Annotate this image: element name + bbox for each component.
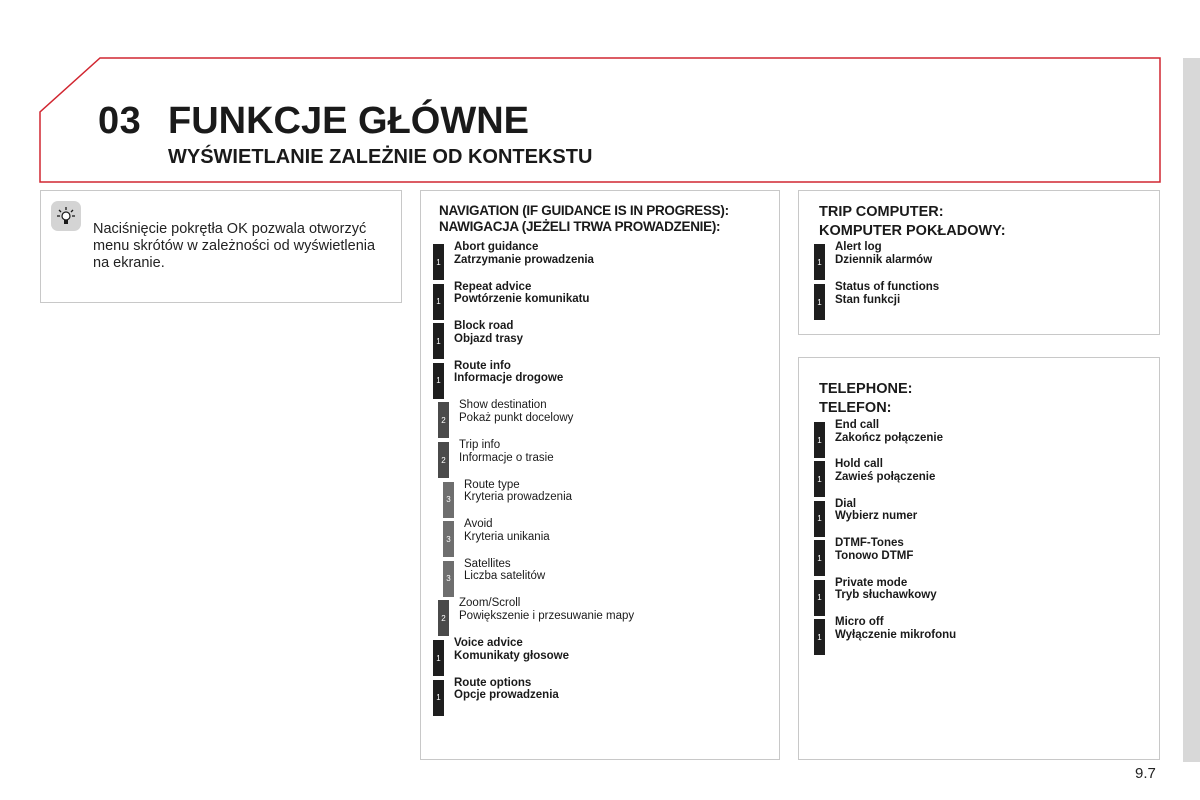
- telephone-heading-en: TELEPHONE:: [819, 381, 913, 397]
- menu-level-badge: 3: [443, 482, 454, 518]
- menu-item-label-en: Repeat advice: [454, 280, 532, 293]
- menu-item-text: [835, 241, 932, 266]
- menu-item-label-en: Zoom/Scroll: [459, 597, 521, 610]
- menu-item-label-en: Show destination: [459, 399, 547, 412]
- menu-level-badge: 1: [433, 284, 444, 320]
- menu-item-text: [464, 558, 545, 583]
- menu-item-label-pl: Zakończ połączenie: [835, 431, 944, 444]
- menu-item-text: [454, 320, 523, 345]
- trip-computer-heading-pl: KOMPUTER POKŁADOWY:: [819, 223, 1006, 239]
- menu-item-text: [454, 360, 563, 385]
- telephone-panel: [798, 357, 1160, 760]
- menu-item-text: [464, 479, 572, 504]
- menu-item-label-en: Micro off: [835, 616, 884, 628]
- menu-item-label-en: Route type: [464, 478, 520, 491]
- menu-item-text: [459, 597, 634, 622]
- tip-text: Naciśnięcie pokrętła OK pozwala otworzyć menu skrótów w zależności od wyświetlenia na ekranie.: [93, 221, 376, 271]
- chapter-header: [0, 0, 1200, 200]
- menu-level-badge: 2: [438, 600, 449, 636]
- trip-computer-heading: [819, 203, 1006, 241]
- menu-item-label-pl: Komunikaty głosowe: [454, 649, 570, 662]
- menu-item-text: [835, 458, 935, 483]
- menu-item-label-en: Route info: [454, 359, 511, 372]
- menu-item-text: [459, 439, 554, 464]
- page-edge-tab: [1183, 58, 1200, 762]
- menu-level-badge: 1: [433, 244, 444, 280]
- menu-item-label-pl: Stan funkcji: [835, 293, 901, 306]
- menu-level-badge: 1: [814, 501, 825, 537]
- menu-item-label-pl: Wybierz numer: [835, 510, 918, 523]
- menu-item-label-pl: Informacje drogowe: [454, 372, 564, 385]
- menu-item-text: [454, 241, 594, 266]
- telephone-heading-pl: TELEFON:: [819, 400, 892, 416]
- menu-item-label-pl: Informacje o trasie: [459, 451, 554, 464]
- menu-item-label-pl: Powiększenie i przesuwanie mapy: [459, 609, 635, 622]
- menu-item-label-en: Route options: [454, 676, 532, 689]
- navigation-heading-pl: NAWIGACJA (JEŻELI TRWA PROWADZENIE):: [439, 219, 721, 234]
- menu-item-label-en: Satellites: [464, 557, 511, 570]
- menu-item-label-en: DTMF-Tones: [835, 537, 904, 550]
- menu-level-badge: 1: [814, 284, 825, 320]
- menu-level-badge: 1: [814, 422, 825, 458]
- menu-item-label-pl: Kryteria prowadzenia: [464, 491, 573, 504]
- menu-item-label-en: End call: [835, 419, 880, 431]
- menu-level-badge: 1: [814, 244, 825, 280]
- telephone-heading: [819, 380, 912, 418]
- menu-level-badge: 1: [433, 680, 444, 716]
- menu-item-label-pl: Zawieś połączenie: [835, 470, 936, 483]
- menu-item-label-en: Private mode: [835, 576, 908, 589]
- menu-item-label-pl: Powtórzenie komunikatu: [454, 293, 590, 306]
- menu-item-label-en: Trip info: [459, 439, 501, 451]
- menu-item-text: [835, 616, 956, 641]
- tip-panel: [40, 190, 402, 303]
- menu-item-label-en: Voice advice: [454, 637, 523, 649]
- menu-item-label-pl: Zatrzymanie prowadzenia: [454, 253, 594, 266]
- menu-level-badge: 3: [443, 561, 454, 597]
- menu-level-badge: 1: [433, 363, 444, 399]
- menu-item-label-en: Abort guidance: [454, 241, 539, 253]
- chapter-number: 03: [98, 100, 142, 142]
- menu-item-text: [835, 498, 917, 523]
- menu-item-label-en: Dial: [835, 497, 857, 510]
- menu-item-label-en: Hold call: [835, 458, 883, 471]
- menu-item-label-pl: Liczba satelitów: [464, 570, 546, 583]
- menu-level-badge: 1: [814, 619, 825, 655]
- menu-item-label-pl: Wyłączenie mikrofonu: [835, 628, 957, 641]
- menu-item-label-pl: Opcje prowadzenia: [454, 689, 559, 702]
- menu-item-text: [835, 537, 913, 562]
- menu-level-badge: 1: [814, 540, 825, 576]
- menu-item-label-en: Avoid: [464, 518, 493, 531]
- menu-item-label-en: Status of functions: [835, 281, 940, 293]
- menu-item-text: [459, 399, 573, 424]
- menu-item-text: [835, 281, 939, 306]
- menu-item-text: [454, 281, 589, 306]
- menu-level-badge: 1: [433, 323, 444, 359]
- chapter-title: FUNKCJE GŁÓWNE: [168, 100, 529, 142]
- menu-level-badge: 3: [443, 521, 454, 557]
- menu-item-label-pl: Objazd trasy: [454, 332, 524, 345]
- menu-level-badge: 2: [438, 442, 449, 478]
- menu-item-text: [454, 677, 559, 702]
- menu-item-label-en: Alert log: [835, 241, 882, 253]
- menu-level-badge: 1: [814, 580, 825, 616]
- navigation-heading: [439, 203, 729, 235]
- menu-item-label-pl: Kryteria unikania: [464, 530, 550, 543]
- menu-item-label-pl: Tonowo DTMF: [835, 549, 914, 562]
- menu-level-badge: 2: [438, 402, 449, 438]
- menu-level-badge: 1: [433, 640, 444, 676]
- menu-item-label-pl: Dziennik alarmów: [835, 253, 933, 266]
- menu-item-text: [464, 518, 550, 543]
- menu-level-badge: 1: [814, 461, 825, 497]
- lightbulb-icon: [51, 201, 81, 231]
- menu-item-label-pl: Tryb słuchawkowy: [835, 589, 937, 602]
- trip-computer-panel: [798, 190, 1160, 335]
- trip-computer-heading-en: TRIP COMPUTER:: [819, 204, 944, 220]
- page-number: 9.7: [1135, 765, 1156, 782]
- menu-item-label-pl: Pokaż punkt docelowy: [459, 411, 574, 424]
- navigation-panel: [420, 190, 780, 760]
- menu-item-label-en: Block road: [454, 320, 514, 333]
- menu-item-text: [454, 637, 569, 662]
- chapter-subtitle: WYŚWIETLANIE ZALEŻNIE OD KONTEKSTU: [168, 146, 593, 168]
- navigation-heading-en: NAVIGATION (IF GUIDANCE IS IN PROGRESS):: [439, 203, 729, 218]
- menu-item-text: [835, 419, 943, 444]
- menu-item-text: [835, 577, 937, 602]
